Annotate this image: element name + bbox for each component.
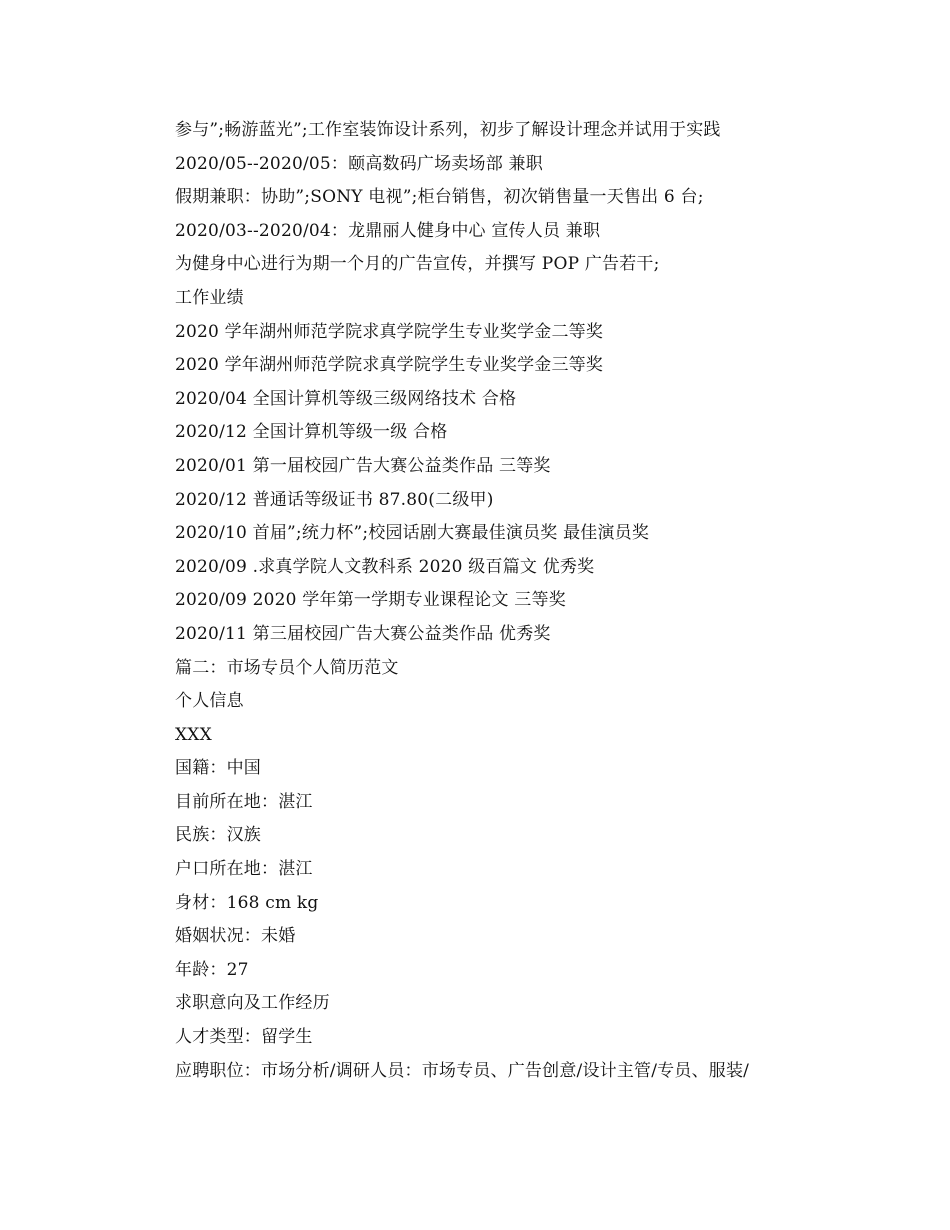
text-line: 2020/10 首届”;统力杯”;校园话剧大赛最佳演员奖 最佳演员奖 — [175, 523, 650, 544]
section-heading-work-achievements: 工作业绩 — [175, 287, 244, 308]
text-line: 目前所在地：湛江 — [175, 791, 313, 812]
section-heading-job-intention: 求职意向及工作经历 — [175, 993, 330, 1014]
text-line: 2020/09 .求真学院人文教科系 2020 级百篇文 优秀奖 — [175, 556, 595, 577]
text-line: 国籍：中国 — [175, 758, 261, 779]
text-line: 户口所在地：湛江 — [175, 859, 313, 880]
text-line: 假期兼职：协助”;SONY 电视”;柜台销售，初次销售量一天售出 6 台; — [175, 187, 704, 208]
text-line: 民族：汉族 — [175, 825, 261, 846]
text-line: 婚姻状况：未婚 — [175, 926, 296, 947]
section-heading-personal-info: 个人信息 — [175, 691, 244, 712]
text-line: 为健身中心进行为期一个月的广告宣传，并撰写 POP 广告若干; — [175, 254, 660, 275]
section-heading-part-two: 篇二：市场专员个人简历范文 — [175, 657, 399, 678]
text-line: 2020/04 全国计算机等级三级网络技术 合格 — [175, 388, 517, 409]
text-line: 2020/09 2020 学年第一学期专业课程论文 三等奖 — [175, 590, 566, 611]
text-line: 2020/03--2020/04：龙鼎丽人健身中心 宣传人员 兼职 — [175, 220, 601, 241]
text-line: 2020/12 全国计算机等级一级 合格 — [175, 422, 448, 443]
text-line: 应聘职位：市场分析/调研人员：市场专员、广告创意/设计主管/专员、服装/ — [175, 1060, 750, 1081]
text-line: 年龄：27 — [175, 959, 249, 980]
text-line: 2020/05--2020/05：颐高数码广场卖场部 兼职 — [175, 153, 543, 174]
text-line: 人才类型：留学生 — [175, 1027, 313, 1048]
text-line: 参与”;畅游蓝光”;工作室装饰设计系列，初步了解设计理念并试用于实践 — [175, 120, 721, 140]
text-line: 2020/11 第三届校园广告大赛公益类作品 优秀奖 — [175, 623, 551, 644]
text-line: 2020 学年湖州师范学院求真学院学生专业奖学金三等奖 — [175, 355, 604, 376]
text-line: 2020 学年湖州师范学院求真学院学生专业奖学金二等奖 — [175, 321, 604, 342]
text-line: 身材：168 cm kg — [175, 892, 319, 913]
document-body — [175, 114, 875, 1088]
text-line: XXX — [175, 724, 212, 745]
text-line: 2020/01 第一届校园广告大赛公益类作品 三等奖 — [175, 455, 551, 476]
text-line: 2020/12 普通话等级证书 87.80(二级甲) — [175, 489, 494, 510]
